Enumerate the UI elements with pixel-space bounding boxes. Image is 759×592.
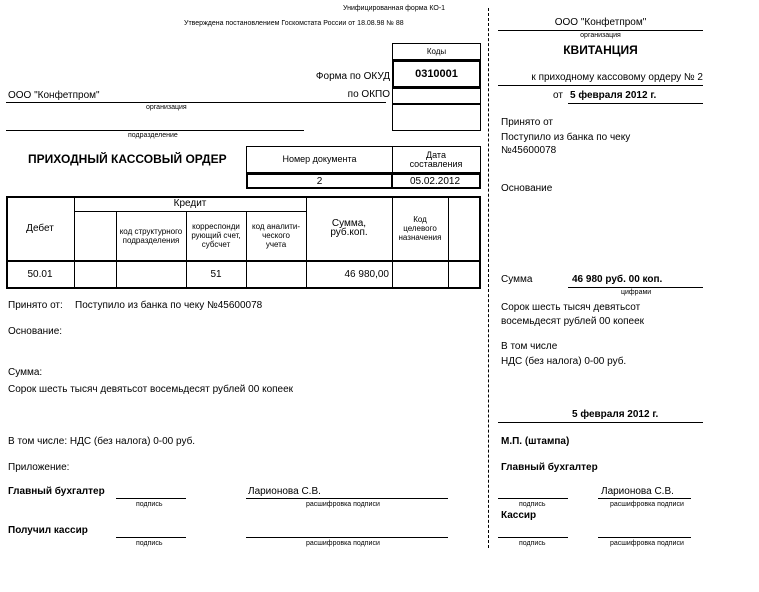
okud-label: Форма по ОКУД [315,71,390,82]
receipt-from-date: 5 февраля 2012 г. [570,90,657,101]
decoding-caption: расшифровка подписи [306,540,380,547]
doc-date: 05.02.2012 [391,173,481,189]
attachment-label: Приложение: [8,462,70,473]
receipt-from-label: от [553,90,563,101]
org-name: ООО "Конфетпром" [8,90,100,101]
org-caption: организация [146,104,187,111]
col-struct-code: код структурного подразделения [119,226,183,245]
unified-form-label: Унифицированная форма КО-1 [343,5,446,12]
receipt-order-ref: к приходному кассовому ордеру № 2 [531,72,703,83]
codes-header: Коды [392,43,481,60]
received-from-label: Принято от: [8,300,63,311]
signature-caption: подпись [136,540,163,547]
cashier-received-label: Получил кассир [8,525,88,536]
sum-label: Сумма: [8,367,43,378]
subdivision-caption: подразделение [128,132,178,139]
okpo-label: по ОКПО [347,89,390,100]
col-sum: Сумма, руб.коп. [330,218,368,238]
receipt-sum-label: Сумма [501,274,533,285]
approval-note: Утверждена постановлением Госкомстата России от 18.08.98 № 88 [184,20,404,27]
row-debit: 50.01 [27,269,53,280]
signature-caption: подпись [136,501,163,508]
okpo-code [392,88,481,104]
col-corr-account: корреспонди рующий счет, субсчет [191,222,241,249]
receipt-decoding-caption: расшифровка подписи [610,501,684,508]
receipt-org-caption: организация [580,32,621,39]
col-debit: Дебет [26,222,54,234]
col-purpose-code: Код целевого назначения [398,214,442,242]
receipt-chief-accountant: Главный бухгалтер [501,462,598,473]
receipt-basis-label: Основание [501,183,553,194]
row-sum: 46 980,00 [344,269,389,280]
vat-line: В том числе: НДС (без налога) 0-00 руб. [8,436,196,447]
receipt-date: 5 февраля 2012 г. [572,409,659,420]
chief-accountant-label: Главный бухгалтер [8,486,105,497]
receipt-received-value: Поступило из банка по чеку №45600078 [501,132,631,156]
receipt-signature-caption: подпись [519,501,546,508]
basis-label: Основание: [8,326,63,337]
cut-line [488,8,489,548]
received-from-value: Поступило из банка по чеку №45600078 [75,300,263,311]
receipt-org-name: ООО "Конфетпром" [554,17,647,28]
doc-number: 2 [246,173,393,189]
receipt-chief-name: Ларионова С.В. [601,486,674,497]
doc-date-label: Дата составления [392,146,481,173]
extra-code [392,104,481,131]
receipt-title: КВИТАНЦИЯ [563,43,638,57]
page-title: ПРИХОДНЫЙ КАССОВЫЙ ОРДЕР [28,152,227,166]
receipt-stamp: М.П. (штампа) [501,436,570,447]
sum-words: Сорок шесть тысяч девятьсот восемьдесят рублей 00 копеек [8,384,294,395]
col-credit: Кредит [173,198,207,209]
okud-code: 0310001 [392,60,481,88]
col-analytic-code: код аналити- ческого учета [252,222,301,249]
receipt-received-label: Принято от [501,117,554,128]
receipt-cashier-label: Кассир [501,510,537,521]
chief-name: Ларионова С.В. [248,486,321,497]
receipt-digits-caption: цифрами [621,289,652,296]
receipt-vat-label: В том числе [501,341,558,352]
receipt-sum-value: 46 980 руб. 00 коп. [572,274,663,285]
doc-number-label: Номер документа [246,146,393,173]
receipt-sum-words: Сорок шесть тысяч девятьсот восемьдесят рублей 00 копеек [501,302,645,327]
receipt-vat-value: НДС (без налога) 0-00 руб. [501,356,627,367]
row-corr: 51 [210,269,222,280]
receipt-decoding-caption: расшифровка подписи [610,540,684,547]
receipt-signature-caption: подпись [519,540,546,547]
decoding-caption: расшифровка подписи [306,501,380,508]
